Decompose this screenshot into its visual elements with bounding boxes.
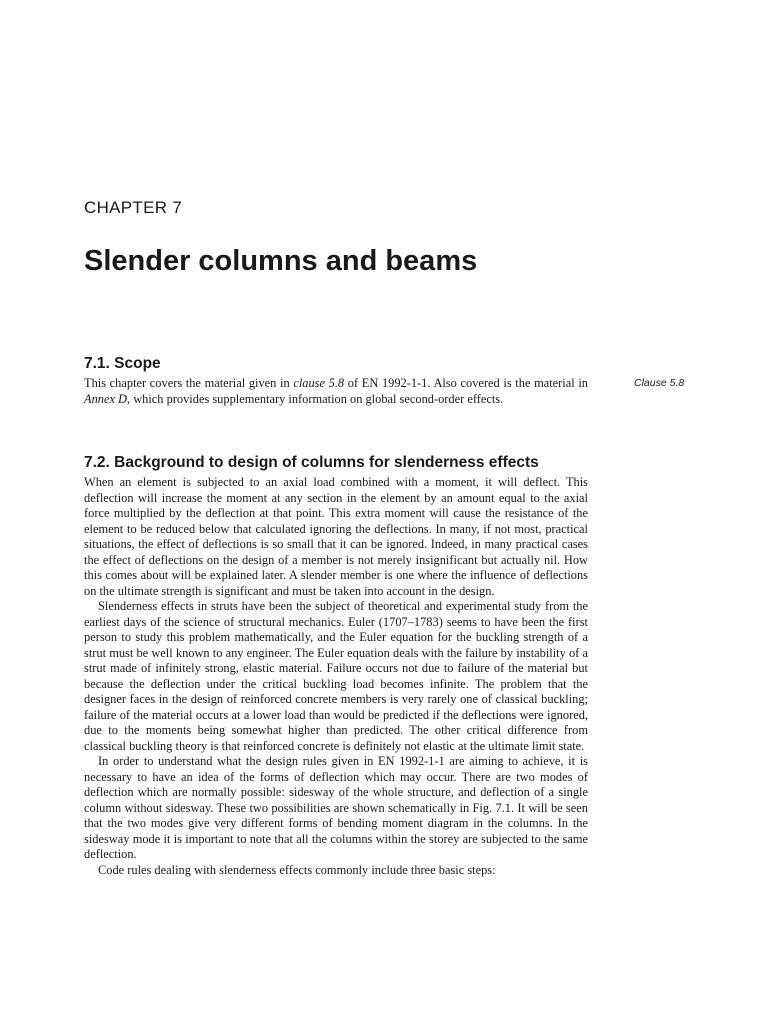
- scope-text-2: of EN 1992-1-1. Also covered is the material in: [344, 376, 588, 390]
- scope-body: [84, 376, 588, 407]
- annex-reference: Annex D: [84, 391, 128, 406]
- background-paragraph-2: Slenderness effects in struts have been the subject of theoretical and experimental study from the earliest days of the science of structural mechanics. Euler (1707–1783) seems to have been the first person to study this problem mathematically, and the Euler equation for the buckling strength of a strut must be well known to any engineer. The Euler equation deals with the failure by instability of a strut made of infinitely strong, elastic material. Failure occurs not due to failure of the material but because the deflection under the critical buckling load becomes infinite. The problem that the designer faces in the design of reinforced concrete members is very rarely one of classical buckling; failure of the material occurs at a lower load than would be predicted if the deflections were ignored, due to the moments being somewhat higher than predicted. The other critical difference from classical buckling theory is that reinforced concrete is definitely not elastic at the ultimate limit state.: [84, 599, 588, 753]
- section-heading-background: 7.2. Background to design of columns for slenderness effects: [84, 454, 539, 471]
- background-paragraph-3: In order to understand what the design rules given in EN 1992-1-1 are aiming to achieve, it is necessary to have an idea of the forms of deflection which may occur. There are two modes of deflection which are normally possible: sidesway of the whole structure, and deflection of a single column without sidesway. These two possibilities are shown schematically in Fig. 7.1. It will be seen that the two modes give very different forms of bending moment diagram in the columns. In the sidesway mode it is important to note that all the columns within the storey are subjected to the same deflection.: [84, 754, 588, 861]
- background-paragraph-1: When an element is subjected to an axial load combined with a moment, it will deflect. This deflection will increase the moment at any section in the element by an amount equal to the axial force multiplied by the deflection at that point. This extra moment will cause the resistance of the element to be reduced below that calculated ignoring the deflections. In many, if not most, practical situations, the effect of deflections is so small that it can be ignored. Indeed, in many practical cases the effect of deflections on the design of a member is not merely insignificant but actually nil. How this comes about will be explained later. A slender member is one where the influence of deflections on the ultimate strength is significant and must be taken into account in the design.: [84, 475, 588, 598]
- chapter-label: CHAPTER 7: [84, 198, 183, 217]
- scope-text-1: This chapter covers the material given in: [84, 376, 294, 390]
- margin-note-clause: Clause 5.8: [634, 377, 685, 389]
- section-heading-scope: 7.1. Scope: [84, 355, 161, 372]
- scope-paragraph: [84, 376, 588, 407]
- background-paragraph-4: Code rules dealing with slenderness effects commonly include three basic steps:: [98, 862, 496, 877]
- background-body: [84, 475, 588, 878]
- scope-text-3: , which provides supplementary information on global second-order effects.: [127, 391, 504, 406]
- chapter-title: Slender columns and beams: [84, 245, 478, 277]
- clause-reference: clause 5.8: [293, 376, 345, 390]
